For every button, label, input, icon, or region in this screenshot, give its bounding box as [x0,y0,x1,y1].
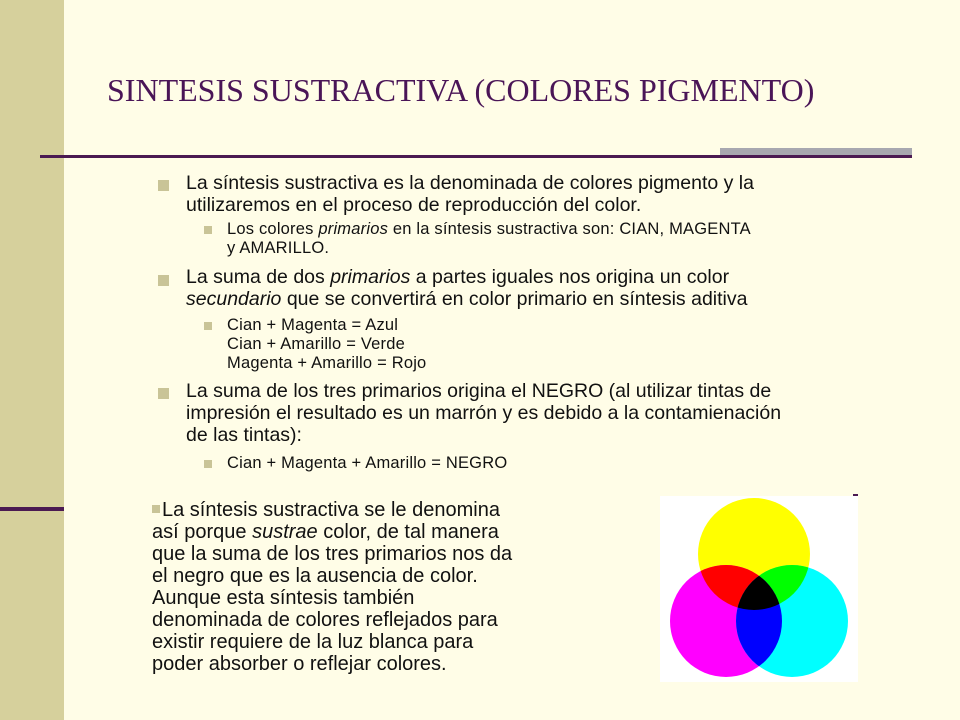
bullet-line: Cian + Magenta + Amarillo = NEGRO [227,454,508,472]
bullet-line: Cian + Amarillo = Verde [227,335,405,353]
bullet-text [186,266,747,310]
bullet-line: y AMARILLO. [227,239,330,257]
bullet-line [186,288,747,310]
text-span: La suma de dos [186,266,331,288]
italic-span: sustrae [252,521,318,543]
bullet-line: impresión el resultado es un marrón y es debido a la contamienación [186,402,782,424]
bullet-line: La síntesis sustractiva es la denominada de colores pigmento y la [186,172,754,194]
paragraph-line: poder absorber o reflejar colores. [152,653,447,675]
sub-bullet-text [227,220,751,258]
title-rule [40,155,912,158]
italic-span: primarios [318,220,389,238]
sub-bullet-marker [204,322,212,330]
bullet-marker [158,180,169,191]
bullet-text [186,380,781,446]
text-span: en la síntesis sustractiva son: CIAN, MAGENTA [388,220,751,238]
text-span: que se convertirá en color primario en síntesis aditiva [281,288,748,310]
slide-title: SINTESIS SUSTRACTIVA (COLORES PIGMENTO) [107,72,815,108]
bullet-line: de las tintas): [186,424,302,446]
italic-span: primarios [330,266,411,288]
bullet-line: Cian + Magenta = Azul [227,316,399,334]
paragraph-bullet-marker [152,505,160,513]
paragraph-line: Aunque esta síntesis también [152,587,415,609]
paragraph-line [152,521,592,543]
text-span: Los colores [227,220,319,238]
text-span: a partes iguales nos origina un color [410,266,730,288]
sub-bullet-text [227,454,507,473]
sub-bullet-marker [204,226,212,234]
bullet-line: utilizaremos en el proceso de reproducción del color. [186,194,642,216]
cmy-venn-diagram [660,496,858,682]
bullet-line: Magenta + Amarillo = Rojo [227,354,427,372]
bullet-line [186,266,747,288]
subtractive-color-diagram [660,496,858,682]
paragraph-line [152,499,592,521]
left-accent-bar [0,507,64,511]
bottom-paragraph [152,499,592,675]
text-span: color, de tal manera [317,521,499,543]
bullet-marker [158,275,169,286]
sub-bullet-marker [204,460,212,468]
bullet-text [186,172,754,216]
italic-span: secundario [186,288,282,310]
bullet-line: La suma de los tres primarios origina el NEGRO (al utilizar tintas de [186,380,772,402]
paragraph-line: existir requiere de la luz blanca para [152,631,474,653]
sub-bullet-text [227,316,426,373]
bullet-line [227,220,751,239]
paragraph-line: denominada de colores reflejados para [152,609,498,631]
left-decorative-band [0,0,64,720]
paragraph-line: el negro que es la ausencia de color. [152,565,478,587]
text-span: así porque [152,521,253,543]
text-span: La síntesis sustractiva se le denomina [162,499,500,521]
paragraph-line: que la suma de los tres primarios nos da [152,543,513,565]
bullet-marker [158,388,169,399]
